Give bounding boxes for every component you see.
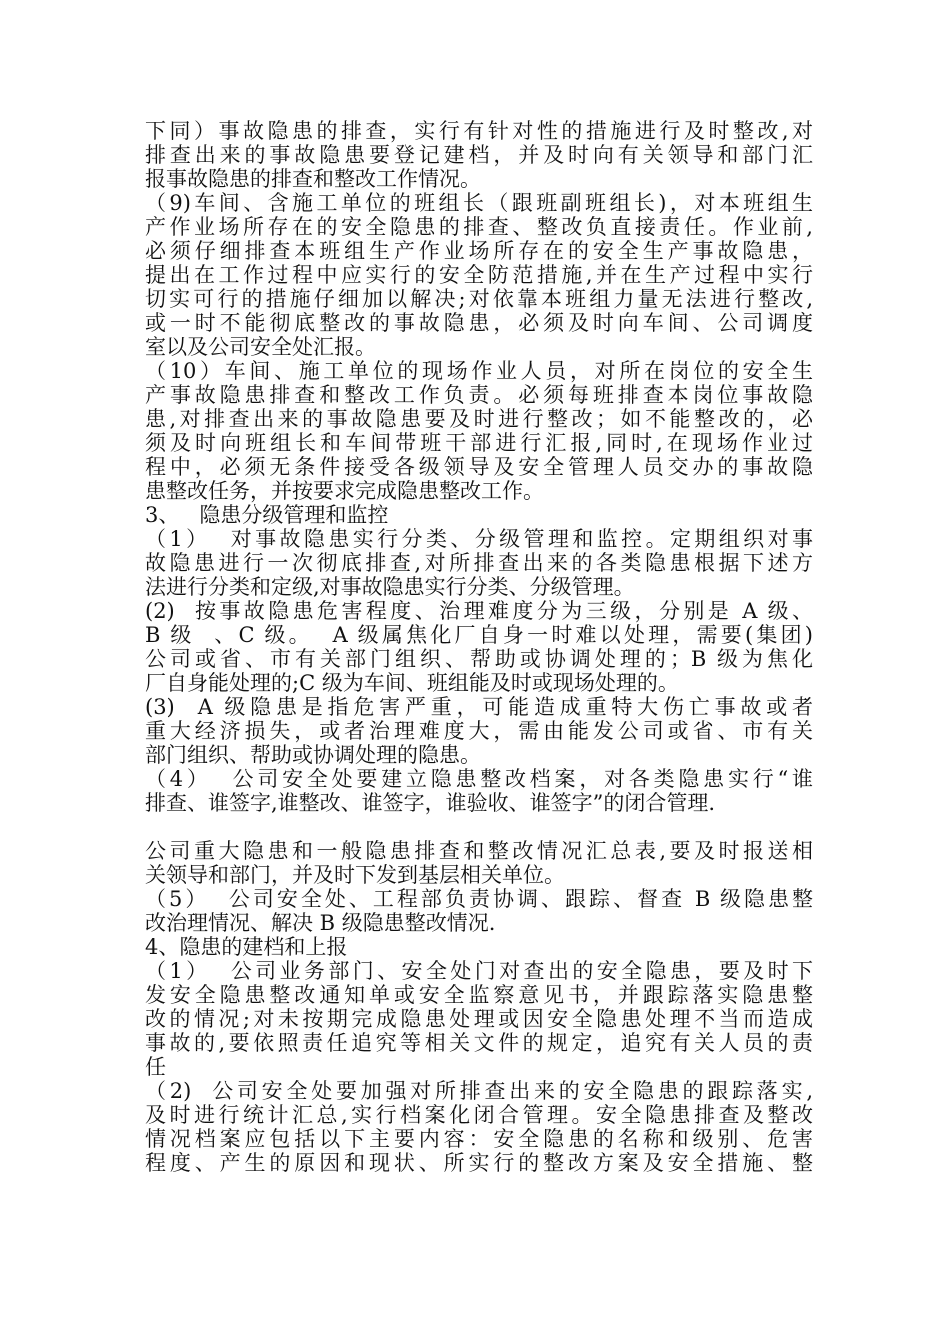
text-line: （1） 对事故隐患实行分类、分级管理和监控。定期组织对事	[145, 527, 813, 551]
text-line: 程度、产生的原因和现状、所实行的整改方案及安全措施、整	[145, 1151, 813, 1175]
text-line: 室以及公司安全处汇报。	[145, 335, 376, 359]
text-line: （5） 公司安全处、工程部负责协调、跟踪、督查 B 级隐患整	[145, 887, 813, 911]
text-line: 患整改任务，并按要求完成隐患整改工作。	[145, 479, 544, 503]
text-line: 任	[145, 1055, 166, 1079]
text-line: 情况档案应包括以下主要内容：安全隐患的名称和级别、危害	[145, 1127, 813, 1151]
text-line: (3) A 级隐患是指危害严重，可能造成重特大伤亡事故或者	[145, 695, 813, 719]
text-line: 报事故隐患的排查和整改工作情况。	[145, 167, 481, 191]
text-line: 公司重大隐患和一般隐患排查和整改情况汇总表,要及时报送相	[145, 839, 813, 863]
text-line: 关领导和部门，并及时下发到基层相关单位。	[145, 863, 565, 887]
text-line: 产事故隐患排查和整改工作负责。必须每班排查本岗位事故隐	[145, 383, 813, 407]
text-line: 故隐患进行一次彻底排查,对所排查出来的各类隐患根据下述方	[145, 551, 813, 575]
text-line: (2) 按事故隐患危害程度、治理难度分为三级，分别是 A 级、	[145, 599, 813, 623]
text-line: 厂自身能处理的;C 级为车间、班组能及时或现场处理的。	[145, 671, 679, 695]
text-line: 切实可行的措施仔细加以解决;对依靠本班组力量无法进行整改,	[145, 287, 813, 311]
text-line: 产作业场所存在的安全隐患的排查、整改负直接责任。作业前,	[145, 215, 813, 239]
text-line: 改治理情况、解决 B 级隐患整改情况.	[145, 911, 496, 935]
text-line: 排查出来的事故隐患要登记建档，并及时向有关领导和部门汇	[145, 143, 813, 167]
text-line: 3、 隐患分级管理和监控	[145, 503, 389, 527]
text-line: 4、隐患的建档和上报	[145, 935, 348, 959]
text-line: （4） 公司安全处要建立隐患整改档案，对各类隐患实行“谁	[145, 767, 813, 791]
text-line: 程中，必须无条件接受各级领导及安全管理人员交办的事故隐	[145, 455, 813, 479]
text-line: （10）车间、施工单位的现场作业人员，对所在岗位的安全生	[145, 359, 813, 383]
text-line: 改的情况;对未按期完成隐患处理或因安全隐患处理不当而造成	[145, 1007, 813, 1031]
text-line: 事故的,要依照责任追究等相关文件的规定，追究有关人员的责	[145, 1031, 813, 1055]
text-line: 必须仔细排查本班组生产作业场所存在的安全生产事故隐患，	[145, 239, 813, 263]
text-line: B 级 、C 级。 A 级属焦化厂自身一时难以处理，需要(集团)	[145, 623, 813, 647]
text-line: 公司或省、市有关部门组织、帮助或协调处理的；B 级为焦化	[145, 647, 813, 671]
text-line: 须及时向班组长和车间带班干部进行汇报,同时,在现场作业过	[145, 431, 813, 455]
text-line: 发安全隐患整改通知单或安全监察意见书，并跟踪落实隐患整	[145, 983, 813, 1007]
text-line: 及时进行统计汇总,实行档案化闭合管理。安全隐患排查及整改	[145, 1103, 813, 1127]
text-line: （1） 公司业务部门、安全处门对查出的安全隐患，要及时下	[145, 959, 813, 983]
text-line: 患,对排查出来的事故隐患要及时进行整改；如不能整改的，必	[145, 407, 813, 431]
text-line: 重大经济损失，或者治理难度大，需由能发公司或省、市有关	[145, 719, 813, 743]
text-line: （9)车间、含施工单位的班组长（跟班副班组长)，对本班组生	[145, 191, 813, 215]
text-line: 部门组织、帮助或协调处理的隐患。	[145, 743, 481, 767]
text-line: （2) 公司安全处要加强对所排查出来的安全隐患的跟踪落实,	[145, 1079, 813, 1103]
text-line: 提出在工作过程中应实行的安全防范措施,并在生产过程中实行	[145, 263, 813, 287]
text-line: 排查、谁签字,谁整改、谁签字，谁验收、谁签字”的闭合管理.	[145, 791, 716, 815]
document-body	[145, 119, 813, 1175]
text-line: 或一时不能彻底整改的事故隐患，必须及时向车间、公司调度	[145, 311, 813, 335]
text-line: 下同）事故隐患的排查，实行有针对性的措施进行及时整改,对	[145, 119, 813, 143]
blank-line	[145, 815, 813, 839]
text-line: 法进行分类和定级,对事故隐患实行分类、分级管理。	[145, 575, 635, 599]
